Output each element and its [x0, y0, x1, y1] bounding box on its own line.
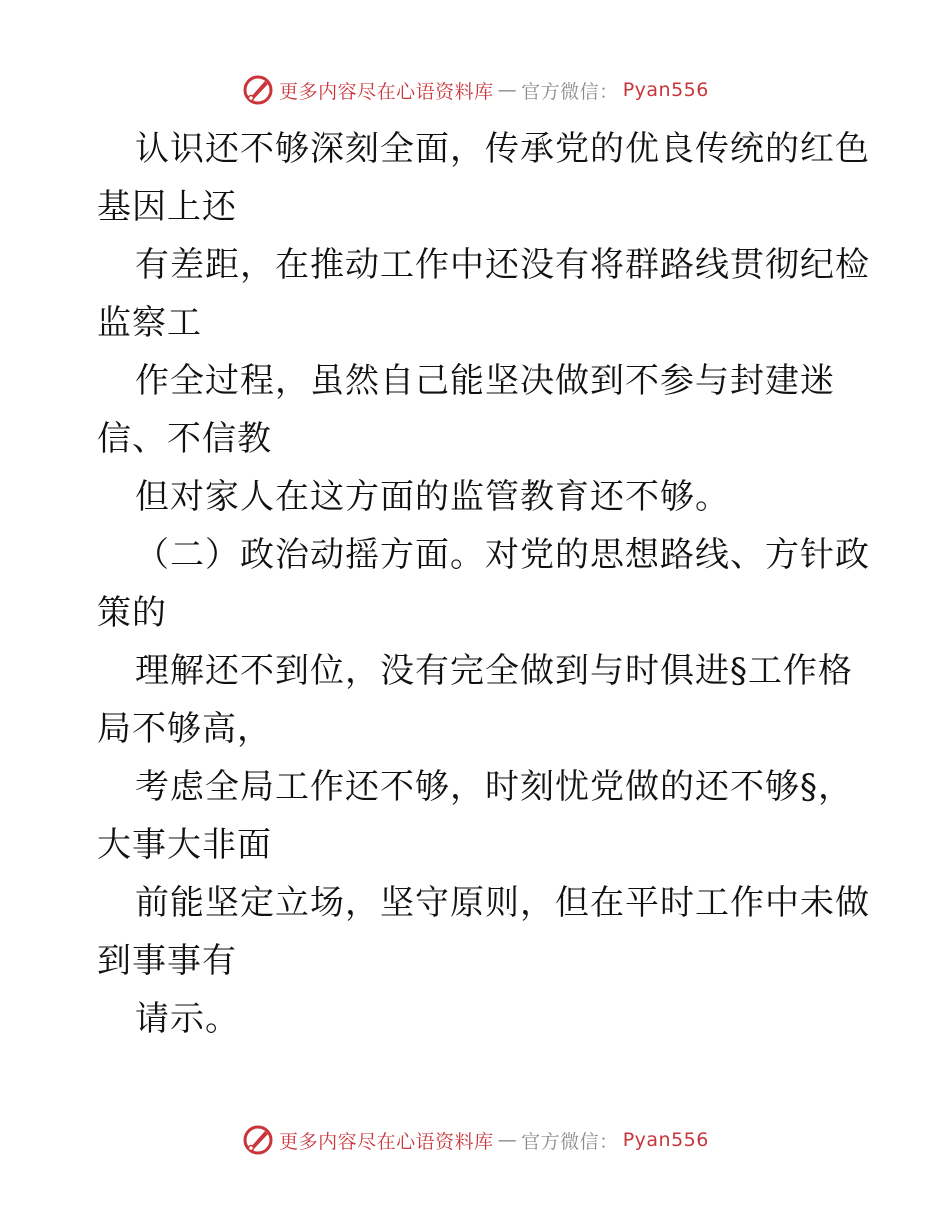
watermark-header — [0, 70, 950, 110]
watermark-label: 官方微信： — [521, 80, 619, 103]
watermark-text: 更多内容尽在心语资料库 — [279, 80, 494, 103]
watermark-wechat-id: Pyan556 — [622, 79, 709, 101]
text-line: 有差距，在推动工作中还没有将群路线贯彻纪检 — [135, 245, 870, 285]
watermark-separator: — — [497, 79, 518, 101]
text-line: 局不够高， — [97, 709, 272, 749]
document-body — [97, 120, 870, 1048]
text-line: 作全过程，虽然自己能坚决做到不参与封建迷 — [135, 361, 835, 401]
text-line: 信、不信教 — [97, 419, 272, 459]
watermark-text: 更多内容尽在心语资料库 — [279, 1130, 494, 1153]
text-line: 请示。 — [135, 999, 240, 1039]
watermark-label: 官方微信： — [521, 1130, 619, 1153]
watermark-footer — [0, 1120, 950, 1160]
text-line: 考虑全局工作还不够，时刻忧党做的还不够§， — [135, 767, 853, 807]
quill-logo-icon — [241, 1123, 275, 1157]
text-line: 理解还不到位，没有完全做到与时俱进§工作格 — [135, 651, 853, 691]
text-line: 监察工 — [97, 303, 202, 343]
watermark-separator: — — [497, 1129, 518, 1151]
text-line: 但对家人在这方面的监管教育还不够。 — [135, 477, 730, 517]
quill-logo-icon — [241, 73, 275, 107]
text-line: （二）政治动摇方面。对党的思想路线、方针政 — [135, 535, 870, 575]
text-line: 大事大非面 — [97, 825, 272, 865]
text-line: 认识还不够深刻全面，传承党的优良传统的红色 — [135, 129, 870, 169]
watermark-wechat-id: Pyan556 — [622, 1129, 709, 1151]
text-line: 到事事有 — [97, 941, 237, 981]
text-line: 基因上还 — [97, 187, 237, 227]
text-line: 策的 — [97, 593, 167, 633]
text-line: 前能坚定立场，坚守原则，但在平时工作中未做 — [135, 883, 870, 923]
